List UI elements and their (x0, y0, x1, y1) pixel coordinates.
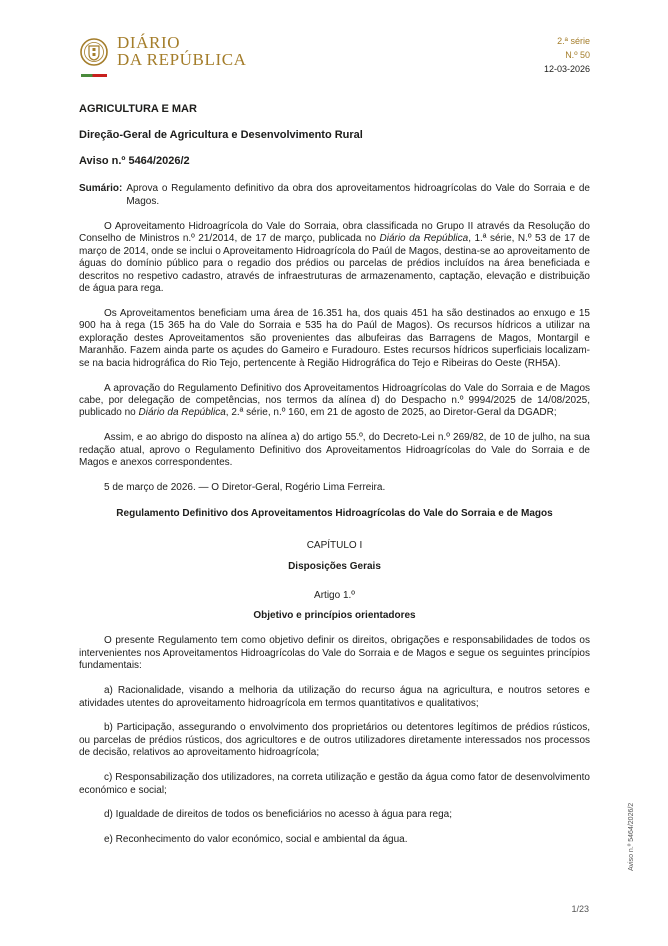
summary-text: Aprova o Regulamento definitivo da obra dos aproveitamentos hidroagrícolas do Vale do Sorraia e de Magos. (126, 183, 590, 207)
logo-line-2: DA REPÚBLICA (117, 50, 247, 69)
paragraph-4: Assim, e ao abrigo do disposto na alínea a) do artigo 55.º, do Decreto-Lei n.º 269/82, de 10 de julho, na sua redação atual, aprovo o Regulamento Definitivo dos Aproveitamentos Hidroagrícolas do Vale do Sorraia e de Magos e anexos correspondentes. (79, 432, 590, 469)
flag-color-bar (81, 74, 107, 77)
issue-date: 12-03-2026 (543, 64, 590, 74)
coat-of-arms-icon (79, 35, 109, 71)
list-item: d) Igualdade de direitos de todos os beneficiários no acesso à água para rega; (104, 809, 453, 821)
paragraph-1-italic: Diário da República (379, 233, 469, 245)
paragraph-5: O presente Regulamento tem como objetivo definir os direitos, obrigações e responsabilidades de todos os intervenientes nos Aproveitamentos Hidroagrícolas do Vale do Sorraia e de Magos e segue os seguintes princípios fundamentais: (79, 635, 590, 672)
paragraph-1 (79, 221, 590, 295)
article-title: Objetivo e princípios orientadores (253, 609, 416, 621)
paragraph-3 (79, 383, 590, 420)
issue-info (544, 34, 590, 76)
paragraph-2: Os Aproveitamentos beneficiam uma área de 16.351 ha, dos quais 451 ha são destinados ao enxugo e 15 900 ha à rega (15 365 ha do Vale do Sorraia e 535 ha do Paúl de Magos). Os recursos hídricos a utilizar na exploração destes Aproveitamentos são provenientes das albufeiras das Barragens de Magos, Montargil e Maranhão. Fazem ainda parte os açudes do Gameiro e Furadouro. Estes recursos hídricos superficiais localizam-se na bacia hidrográfica do Rio Tejo, pertencente à Região Hidrográfica do Tejo e Ribeiras do Oeste (RH5A). (79, 307, 590, 369)
paragraph-1-text-b: , 1.ª série, N.º 53 de 17 de março de 2014, onde se inclui o Aproveitamento Hidroagrícola do Paúl de Magos, destina-se ao aproveitamento de águas do domínio público para o regadio dos prédios ou parcelas de prédios incluídos na área beneficiada e descritos no respetivo cadastro, através de infraestruturas de armazenamento, captação, elevação e distribuição de água para rega. (79, 233, 590, 295)
aviso-number: Aviso n.º 5464/2026/2 (79, 154, 190, 167)
directorate-heading: Direção-Geral de Agricultura e Desenvolvimento Rural (79, 129, 363, 142)
side-reference: Aviso n.º 5464/2026/2 (628, 802, 635, 871)
list-item: b) Participação, assegurando o envolvimento dos proprietários ou detentores legítimos de prédios rústicos, ou parcelas de prédios rústicos, dos agricultores e de outros utilizadores diretamente interessados nos processos de decisão, relativos ao aproveitamento hidroagrícola; (79, 722, 590, 759)
document-body (79, 103, 590, 859)
diario-republica-logo (79, 34, 259, 78)
signature-line: 5 de março de 2026. — O Diretor-Geral, Rogério Lima Ferreira. (104, 481, 386, 493)
summary-label: Sumário: (79, 183, 123, 195)
ministry-heading: AGRICULTURA E MAR (79, 103, 197, 115)
list-item: a) Racionalidade, visando a melhoria da utilização do recurso água na agricultura, e noutros setores e atividades utentes do aproveitamento hidroagrícola em termos quantitativos e qualitativos; (79, 685, 590, 709)
series-label: 2.ª série (557, 36, 590, 46)
chapter-heading: CAPÍTULO I (306, 539, 363, 551)
article-heading: Artigo 1.º (314, 589, 355, 601)
paragraph-3-text-b: , 2.ª série, n.º 160, em 21 de agosto de 2025, ao Diretor-Geral da DGADR; (225, 407, 557, 419)
chapter-title: Disposições Gerais (288, 561, 381, 573)
issue-number: N.º 50 (565, 50, 590, 60)
regulation-title: Regulamento Definitivo dos Aproveitamentos Hidroagrícolas do Vale do Sorraia e de Magos (116, 508, 553, 520)
paragraph-3-italic: Diário da República (138, 407, 226, 419)
list-item: c) Responsabilização dos utilizadores, na correta utilização e gestão da água como fator de desenvolvimento económico e social; (79, 772, 590, 796)
paragraph-3-text-a: A aprovação do Regulamento Definitivo dos Aproveitamentos Hidroagrícolas do Vale do Sorraia e de Magos cabe, por delegação de competências, nos termos da alínea d) do Despacho n.º 9994/2025 de 14/08/2025, publicado no (79, 382, 590, 419)
summary (79, 183, 590, 208)
page-number: 1/23 (571, 904, 589, 914)
list-item: e) Reconhecimento do valor económico, social e ambiental da água. (104, 834, 408, 846)
logo-line-1: DIÁRIO (117, 33, 181, 52)
paragraph-1-text-a: O Aproveitamento Hidroagrícola do Vale do Sorraia, obra classificada no Grupo II através da Resolução do Conselho de Ministros n.º 21/2014, de 17 de março, publicada no (79, 221, 590, 245)
